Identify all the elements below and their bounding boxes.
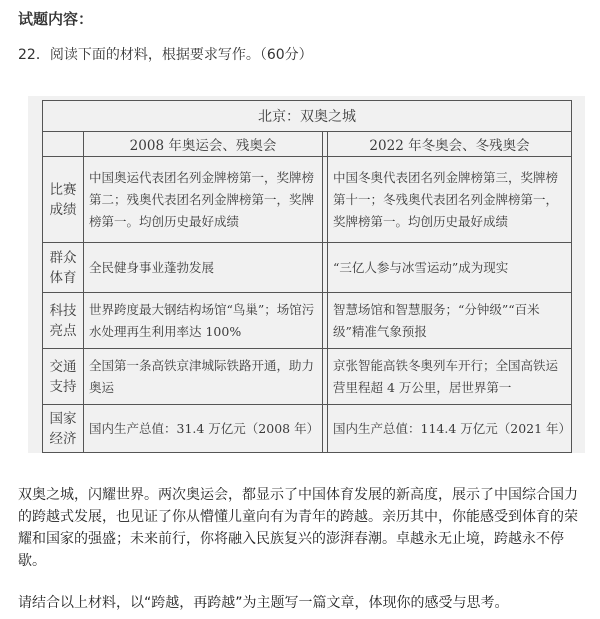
table-cell: 京张智能高铁冬奥列车开行；全国高铁运营里程超 4 万公里，居世界第一 xyxy=(328,349,572,405)
material-table xyxy=(42,100,572,453)
table-cell: 国内生产总值：31.4 万亿元（2008 年） xyxy=(84,405,323,453)
header-corner xyxy=(43,132,84,157)
table-title: 北京：双奥之城 xyxy=(43,101,572,132)
column-header-2008: 2008 年奥运会、残奥会 xyxy=(84,132,323,157)
row-label: 交通支持 xyxy=(43,349,84,405)
table-cell: 全国第一条高铁京津城际铁路开通，助力奥运 xyxy=(84,349,323,405)
row-label: 科技亮点 xyxy=(43,293,84,349)
table-cell: 智慧场馆和智慧服务；“分钟级”“百米级”精准气象预报 xyxy=(328,293,572,349)
section-heading: 试题内容： xyxy=(18,10,94,28)
question-prompt: 22．阅读下面的材料，根据要求写作。（60分） xyxy=(18,47,313,63)
row-label: 比赛成绩 xyxy=(43,157,84,243)
table-cell: 中国冬奥代表团名列金牌榜第三，奖牌榜第十一；冬残奥代表团名列金牌榜第一，奖牌榜第一。均创历史最好成绩 xyxy=(328,157,572,243)
column-header-2022: 2022 年冬奥会、冬残奥会 xyxy=(328,132,572,157)
material-table-image xyxy=(28,96,585,453)
table-cell: 世界跨度最大钢结构场馆“鸟巢”；场馆污水处理再生利用率达 100% xyxy=(84,293,323,349)
table-cell: 全民健身事业蓬勃发展 xyxy=(84,243,323,293)
table-cell: 国内生产总值：114.4 万亿元（2021 年） xyxy=(328,405,572,453)
table-cell: 中国奥运代表团名列金牌榜第一，奖牌榜第二；残奥代表团名列金牌榜第一，奖牌榜第一。均创历史最好成绩 xyxy=(84,157,323,243)
material-paragraph: 双奥之城，闪耀世界。两次奥运会，都显示了中国体育发展的新高度，展示了中国综合国力的跨越式发展，也见证了你从懵懂儿童向有为青年的跨越。亲历其中，你能感受到体育的荣耀和国家的强盛；未来前行，你将融入民族复兴的澎湃春潮。卓越永无止境，跨越永不停歇。 xyxy=(18,487,578,569)
row-label: 群众体育 xyxy=(43,243,84,293)
row-label: 国家经济 xyxy=(43,405,84,453)
writing-instruction: 请结合以上材料，以“跨越，再跨越”为主题写一篇文章，体现你的感受与思考。 xyxy=(18,595,509,611)
table-cell: “三亿人参与冰雪运动”成为现实 xyxy=(328,243,572,293)
